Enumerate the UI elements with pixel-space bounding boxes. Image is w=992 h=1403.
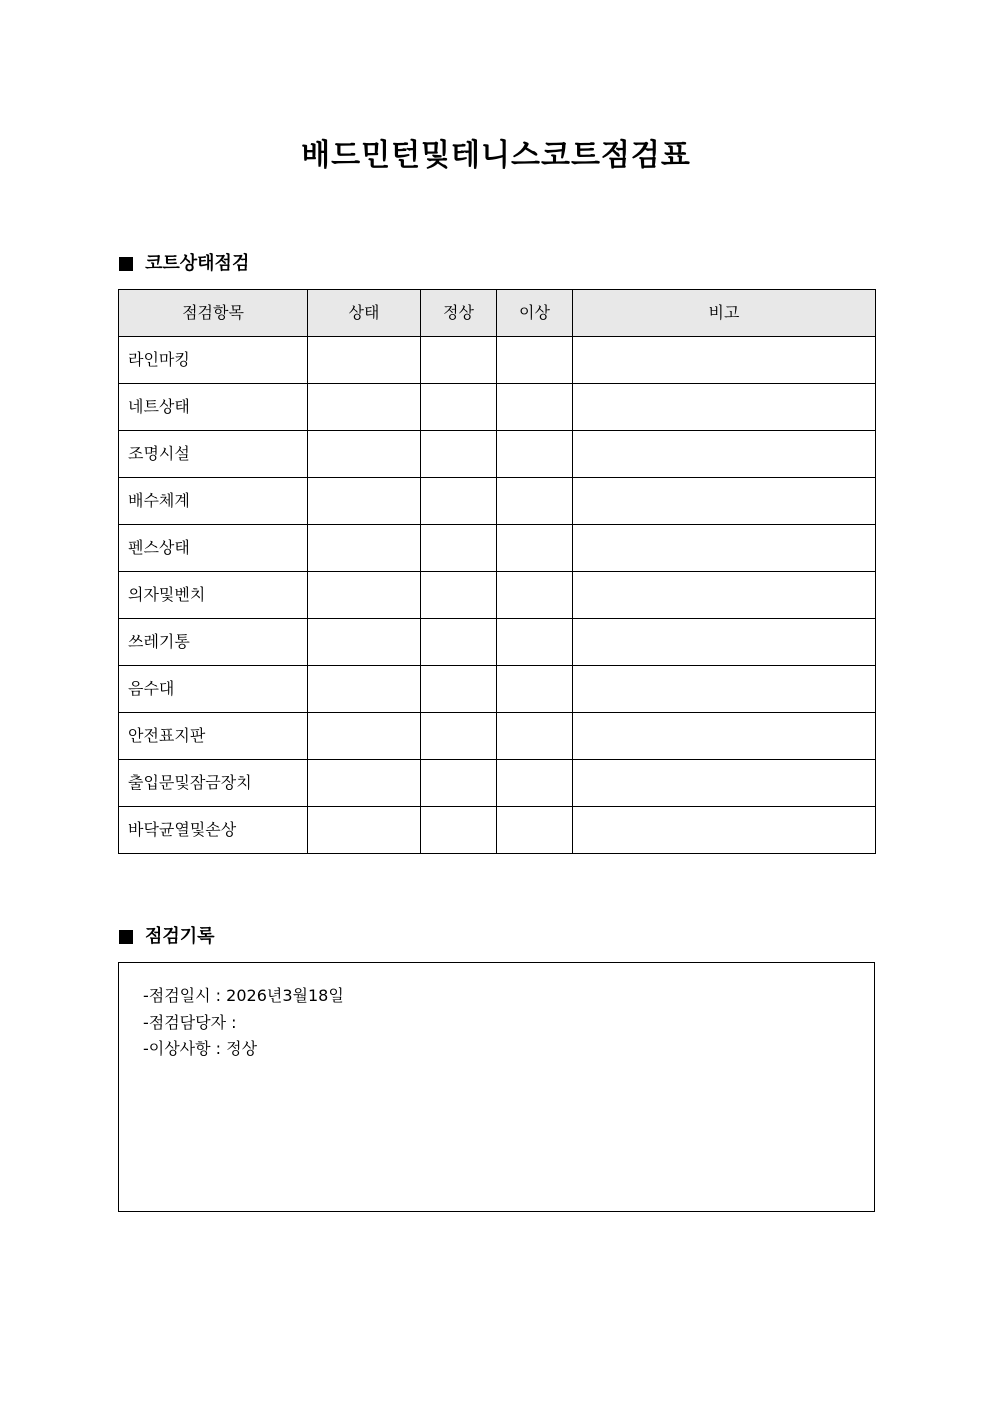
table-row	[119, 619, 876, 666]
normal-cell[interactable]	[421, 431, 497, 478]
check-item-label: 쓰레기통	[119, 619, 308, 666]
abnormal-cell[interactable]	[497, 384, 573, 431]
abnormal-cell[interactable]	[497, 478, 573, 525]
table-row	[119, 713, 876, 760]
square-bullet-icon	[119, 930, 133, 944]
check-item-label: 라인마킹	[119, 337, 308, 384]
status-cell[interactable]	[308, 572, 421, 619]
document-title: 배드민턴및테니스코트점검표	[301, 138, 691, 173]
normal-cell[interactable]	[421, 337, 497, 384]
record-inspector-line: -점검담당자 :	[143, 1012, 237, 1032]
check-item-label: 바닥균열및손상	[119, 807, 308, 854]
normal-cell[interactable]	[421, 713, 497, 760]
status-cell[interactable]	[308, 713, 421, 760]
remarks-cell[interactable]	[573, 478, 876, 525]
status-cell[interactable]	[308, 337, 421, 384]
table-row	[119, 478, 876, 525]
abnormal-cell[interactable]	[497, 572, 573, 619]
status-cell[interactable]	[308, 431, 421, 478]
normal-cell[interactable]	[421, 760, 497, 807]
abnormal-cell[interactable]	[497, 713, 573, 760]
normal-cell[interactable]	[421, 478, 497, 525]
status-cell[interactable]	[308, 619, 421, 666]
normal-cell[interactable]	[421, 525, 497, 572]
normal-cell[interactable]	[421, 572, 497, 619]
table-row	[119, 572, 876, 619]
check-item-label: 배수체계	[119, 478, 308, 525]
check-item-label: 펜스상태	[119, 525, 308, 572]
header-item: 점검항목	[119, 290, 308, 337]
abnormal-cell[interactable]	[497, 337, 573, 384]
status-cell[interactable]	[308, 525, 421, 572]
court-section-heading	[119, 252, 249, 276]
header-abnormal: 이상	[497, 290, 573, 337]
check-item-label: 네트상태	[119, 384, 308, 431]
abnormal-cell[interactable]	[497, 760, 573, 807]
court-check-table	[118, 289, 876, 854]
check-item-label: 음수대	[119, 666, 308, 713]
remarks-cell[interactable]	[573, 666, 876, 713]
status-cell[interactable]	[308, 666, 421, 713]
table-row	[119, 337, 876, 384]
header-normal: 정상	[421, 290, 497, 337]
table-row	[119, 384, 876, 431]
table-header-row	[119, 290, 876, 337]
remarks-cell[interactable]	[573, 337, 876, 384]
remarks-cell[interactable]	[573, 619, 876, 666]
court-section-heading-label: 코트상태점검	[145, 253, 250, 274]
abnormal-cell[interactable]	[497, 807, 573, 854]
check-item-label: 안전표지판	[119, 713, 308, 760]
remarks-cell[interactable]	[573, 525, 876, 572]
inspection-record-box	[118, 962, 875, 1212]
status-cell[interactable]	[308, 478, 421, 525]
record-section-heading	[119, 925, 215, 949]
table-row	[119, 760, 876, 807]
check-item-label: 의자및벤치	[119, 572, 308, 619]
status-cell[interactable]	[308, 807, 421, 854]
table-row	[119, 666, 876, 713]
normal-cell[interactable]	[421, 619, 497, 666]
check-item-label: 출입문및잠금장치	[119, 760, 308, 807]
normal-cell[interactable]	[421, 666, 497, 713]
remarks-cell[interactable]	[573, 713, 876, 760]
status-cell[interactable]	[308, 760, 421, 807]
remarks-cell[interactable]	[573, 431, 876, 478]
table-row	[119, 525, 876, 572]
status-cell[interactable]	[308, 384, 421, 431]
abnormal-cell[interactable]	[497, 525, 573, 572]
abnormal-cell[interactable]	[497, 619, 573, 666]
table-row	[119, 431, 876, 478]
abnormal-cell[interactable]	[497, 666, 573, 713]
check-item-label: 조명시설	[119, 431, 308, 478]
header-remarks: 비고	[573, 290, 876, 337]
normal-cell[interactable]	[421, 807, 497, 854]
remarks-cell[interactable]	[573, 384, 876, 431]
normal-cell[interactable]	[421, 384, 497, 431]
remarks-cell[interactable]	[573, 760, 876, 807]
table-row	[119, 807, 876, 854]
abnormal-cell[interactable]	[497, 431, 573, 478]
remarks-cell[interactable]	[573, 807, 876, 854]
header-status: 상태	[308, 290, 421, 337]
record-issues-line: -이상사항 : 정상	[143, 1039, 258, 1058]
record-section-heading-label: 점검기록	[145, 926, 215, 947]
remarks-cell[interactable]	[573, 572, 876, 619]
square-bullet-icon	[119, 257, 133, 271]
record-date-line: -점검일시 : 2026년3월18일	[143, 986, 344, 1005]
